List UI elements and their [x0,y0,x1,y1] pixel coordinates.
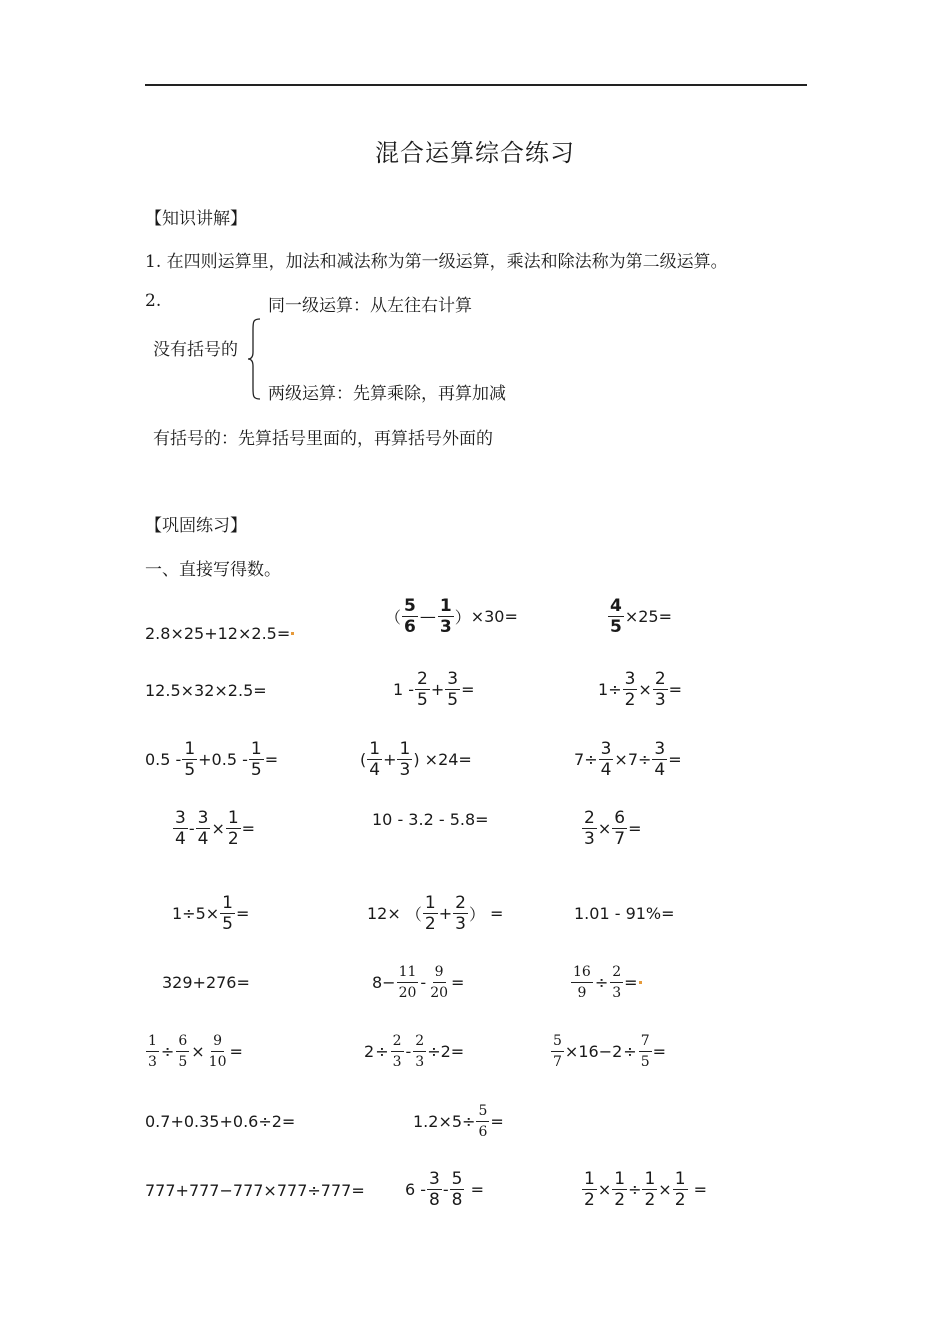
fraction: $\frac{3}{4}$ [175,808,186,849]
problem-r4-c3: $\frac{2}{3}$ × $\frac{6}{7}$ = [584,808,642,849]
fraction: $\frac{6}{5}$ [178,1033,188,1070]
fraction: $\frac{1}{2}$ [644,1169,656,1210]
fraction: $\frac{1}{2}$ [584,1169,595,1210]
knowledge-point-2-number: 2. [145,291,162,311]
fraction: $\frac{16}{9}$ [573,964,591,1001]
fraction: $\frac{5}{6}$ [404,596,416,637]
fraction: $\frac{1}{5}$ [222,893,233,934]
problem-r8-c2: 1.2×5÷ $\frac{5}{6}$ = [413,1103,504,1140]
fraction: $\frac{3}{8}$ [429,1169,440,1210]
fraction: $\frac{5}{7}$ [553,1033,562,1070]
problem-r6-c3: $\frac{16}{9}$ ÷ $\frac{2}{3}$ = [570,962,642,1003]
problem-r5-c2: 12× （ $\frac{1}{2}$ + $\frac{2}{3}$ ） = [367,893,504,934]
fraction: $\frac{3}{5}$ [447,669,459,710]
fraction: $\frac{1}{2}$ [614,1169,626,1210]
knowledge-point-1: 1. 在四则运算里，加法和减法称为第一级运算，乘法和除法称为第二级运算。 [145,252,728,272]
with-paren-rule: 有括号的：先算括号里面的，再算括号外面的 [153,429,493,449]
fraction: $\frac{2}{5}$ [417,669,428,710]
fraction: $\frac{1}{3}$ [399,739,411,780]
fraction: $\frac{11}{20}$ [398,964,417,1001]
fraction: $\frac{2}{3}$ [612,964,622,1001]
problem-r9-c2: 6 - $\frac{3}{8}$ - $\frac{5}{8}$ = [405,1169,484,1210]
fraction: $\frac{5}{8}$ [451,1169,463,1210]
problem-r6-c1: 329+276= [162,973,250,992]
fraction: $\frac{2}{3}$ [455,893,466,934]
fraction: $\frac{1}{2}$ [674,1169,686,1210]
problem-r9-c3: $\frac{1}{2}$ × $\frac{1}{2}$ ÷ $\frac{1}{2}$ × $\frac{1}{2}$ = [584,1169,708,1210]
problem-r4-c2: 10 - 3.2 - 5.8= [372,810,489,829]
page-title: 混合运算综合练习 [375,139,575,167]
fraction: $\frac{3}{4}$ [654,739,666,780]
curly-brace [247,318,261,400]
knowledge-header: 【知识讲解】 [145,209,247,229]
section-one-heading: 一、直接写得数。 [145,560,281,580]
fraction: $\frac{9}{10}$ [208,1033,227,1070]
no-paren-label: 没有括号的 [153,340,238,360]
problem-r1-c2: （ $\frac{5}{6}$ — $\frac{1}{3}$ ） ×30= [385,596,518,637]
same-level-rule: 同一级运算：从左往右计算 [268,296,472,316]
problem-r1-c3: $\frac{4}{5}$ ×25= [610,596,673,637]
fraction: $\frac{1}{5}$ [250,739,262,780]
fraction: $\frac{3}{2}$ [624,669,636,710]
fraction: $\frac{4}{5}$ [610,596,622,637]
fraction: $\frac{9}{20}$ [430,964,449,1001]
problem-r7-c3: $\frac{5}{7}$ ×16−2 ÷ $\frac{7}{5}$ = [553,1033,667,1070]
fraction: $\frac{6}{7}$ [614,808,626,849]
fraction: $\frac{1}{5}$ [184,739,196,780]
fraction: $\frac{5}{6}$ [478,1103,488,1140]
two-level-rule: 两级运算：先算乘除，再算加减 [268,384,506,404]
problem-r4-c1: $\frac{3}{4}$ - $\frac{3}{4}$ × $\frac{1}{2}$ = [175,808,256,849]
fraction: $\frac{1}{3}$ [148,1033,157,1070]
problem-r3-c2: ( $\frac{1}{4}$ + $\frac{1}{3}$ ) ×24= [360,739,472,780]
fraction: $\frac{7}{5}$ [640,1033,650,1070]
fraction: $\frac{2}{3}$ [415,1033,425,1070]
practice-header: 【巩固练习】 [145,516,247,536]
fraction: $\frac{1}{4}$ [369,739,381,780]
problem-r2-c3: 1 ÷ $\frac{3}{2}$ × $\frac{2}{3}$ = [598,669,683,710]
fraction: $\frac{2}{3}$ [584,808,595,849]
fraction: $\frac{2}{3}$ [654,669,666,710]
problem-r3-c1: 0.5 - $\frac{1}{5}$ +0.5 - $\frac{1}{5}$ = [145,739,279,780]
problem-r9-c1: 777+777−777×777÷777= [145,1181,365,1200]
fraction: $\frac{3}{4}$ [197,808,209,849]
header-rule [145,84,807,86]
problem-r2-c1: 12.5×32×2.5= [145,681,267,700]
fraction: $\frac{1}{3}$ [439,596,452,637]
problem-r7-c2: 2 ÷ $\frac{2}{3}$ - $\frac{2}{3}$ ÷2= [364,1033,465,1070]
problem-r5-c3: 1.01 - 91%= [574,904,675,923]
problem-r2-c2: 1 - $\frac{2}{5}$ + $\frac{3}{5}$ = [393,669,475,710]
fraction: $\frac{3}{4}$ [600,739,612,780]
problem-r5-c1: 1÷5× $\frac{1}{5}$ = [172,893,250,934]
problem-r7-c1: $\frac{1}{3}$ ÷ $\frac{6}{5}$ × $\frac{9}{10}$ = [148,1033,243,1070]
problem-r3-c3: 7 ÷ $\frac{3}{4}$ × 7 ÷ $\frac{3}{4}$ = [574,739,682,780]
fraction: $\frac{2}{3}$ [392,1033,402,1070]
fraction: $\frac{1}{2}$ [424,893,436,934]
problem-r6-c2: 8− $\frac{11}{20}$ - $\frac{9}{20}$ = [372,964,465,1001]
problem-r1-c1: 2.8×25+12×2.5= [145,624,294,643]
problem-r8-c1: 0.7+0.35+0.6÷2= [145,1112,296,1131]
fraction: $\frac{1}{2}$ [227,808,239,849]
